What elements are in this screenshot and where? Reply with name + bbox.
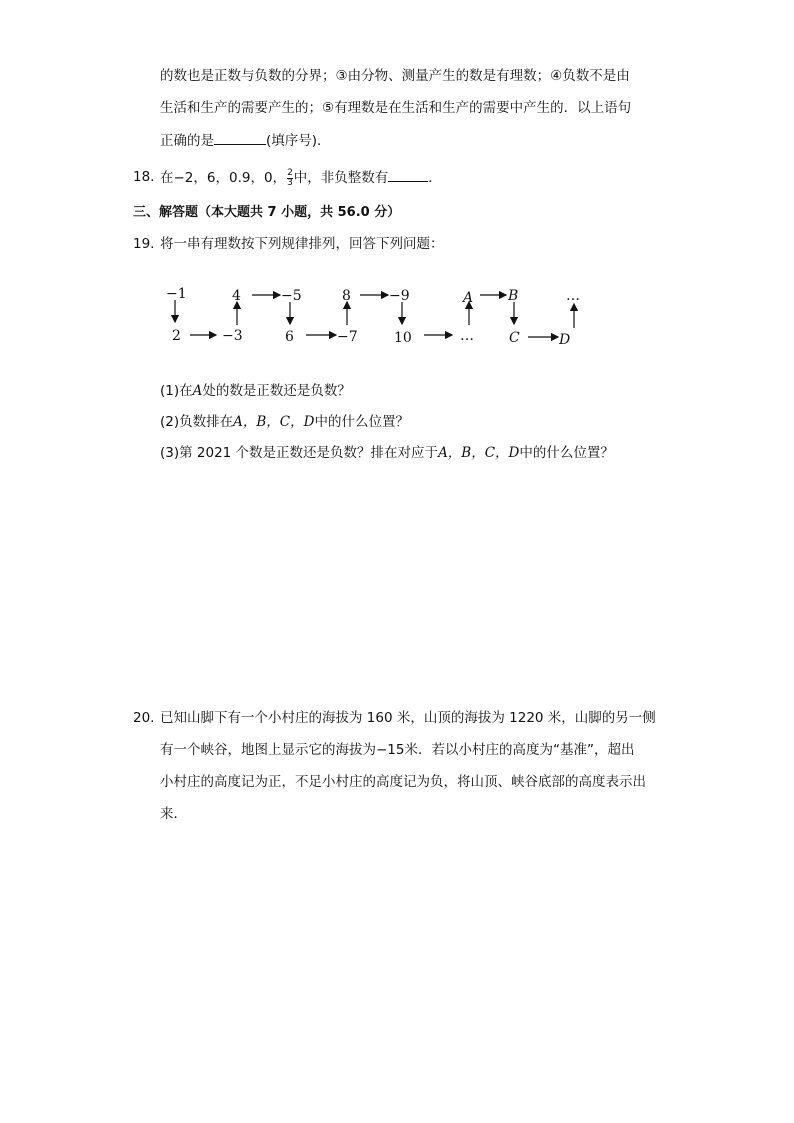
seq-n2: 2 xyxy=(172,328,181,344)
seq-label-d: D xyxy=(559,332,571,348)
q18-answer-blank[interactable] xyxy=(388,167,428,182)
fraction-denominator: 3 xyxy=(287,177,293,188)
q19-sub-2-text-a: (2)负数排在 xyxy=(160,414,234,430)
q17-line-3 xyxy=(160,130,331,151)
q19-sub-1 xyxy=(160,381,351,401)
q17-line-1: 的数也是正数与负数的分界；③由分物、测量产生的数是有理数；④负数不是由 xyxy=(160,68,630,84)
q18-number: 18. xyxy=(133,169,155,185)
q17-text-b: (填序号)． xyxy=(266,133,331,149)
q17-answer-blank[interactable] xyxy=(214,130,266,145)
seq-n9: −9 xyxy=(389,288,410,304)
seq-n8: 8 xyxy=(342,288,351,304)
q20-line-3: 小村庄的高度记为正，不足小村庄的高度记为负，将山顶、峡谷底部的高度表示出 xyxy=(160,774,646,790)
q20-line-2: 有一个峡谷，地图上显示它的海拔为−15米．若以小村庄的高度为“基准”，超出 xyxy=(160,742,635,758)
seq-dots-top: … xyxy=(566,288,580,304)
q19-sub-1-text-b: 处的数是正数还是负数？ xyxy=(202,383,351,399)
q19-sub-2 xyxy=(160,412,409,432)
q17-line-2: 生活和生产的需要产生的；⑤有理数是在生活和生产的需要中产生的．以上语句 xyxy=(160,100,632,116)
seq-n3: −3 xyxy=(222,328,243,344)
seq-dots-bottom: … xyxy=(460,328,474,344)
q19-sub-3-text-a: (3)第 2021 个数是正数还是负数？排在对应于 xyxy=(160,445,439,461)
q19-sub-2-vars: A，B，C，D xyxy=(233,414,315,430)
q18-fraction xyxy=(287,169,293,188)
seq-n4: 4 xyxy=(232,288,241,304)
q19-sub-1-var: A xyxy=(192,383,203,399)
q19-number: 19. xyxy=(133,236,155,252)
q18-text xyxy=(160,167,442,188)
q19-sub-1-text-a: (1)在 xyxy=(160,383,193,399)
q20-line-4: 来． xyxy=(160,806,187,822)
seq-label-a: A xyxy=(463,290,474,306)
q19-sub-3 xyxy=(160,443,614,463)
q20-number: 20. xyxy=(133,710,155,726)
q18-text-b: 中，非负整数有 xyxy=(293,170,389,186)
q20-line-1: 已知山脚下有一个小村庄的海拔为 160 米，山顶的海拔为 1220 米，山脚的另一侧 xyxy=(160,710,656,726)
q19-text: 将一串有理数按下列规律排列，回答下列问题： xyxy=(160,236,444,252)
section-3-heading: 三、解答题（本大题共 7 小题，共 56.0 分） xyxy=(133,205,401,220)
seq-label-b: B xyxy=(508,288,519,304)
seq-n10: 10 xyxy=(394,330,412,346)
q19-sub-3-vars: A，B，C，D xyxy=(438,445,520,461)
q19-sequence-diagram xyxy=(150,280,600,355)
seq-label-c: C xyxy=(509,330,520,346)
q18-text-c: ． xyxy=(428,170,442,186)
seq-n1: −1 xyxy=(166,286,187,302)
q18-text-a: 在−2，6，0.9，0， xyxy=(160,170,287,186)
fraction-numerator: 2 xyxy=(287,167,293,178)
seq-n6: 6 xyxy=(285,329,294,345)
q19-sub-2-text-b: 中的什么位置？ xyxy=(314,414,409,430)
q19-sub-3-text-b: 中的什么位置？ xyxy=(519,445,614,461)
seq-n7: −7 xyxy=(337,329,358,345)
q17-text-a: 正确的是 xyxy=(160,133,214,149)
seq-n5: −5 xyxy=(281,288,302,304)
